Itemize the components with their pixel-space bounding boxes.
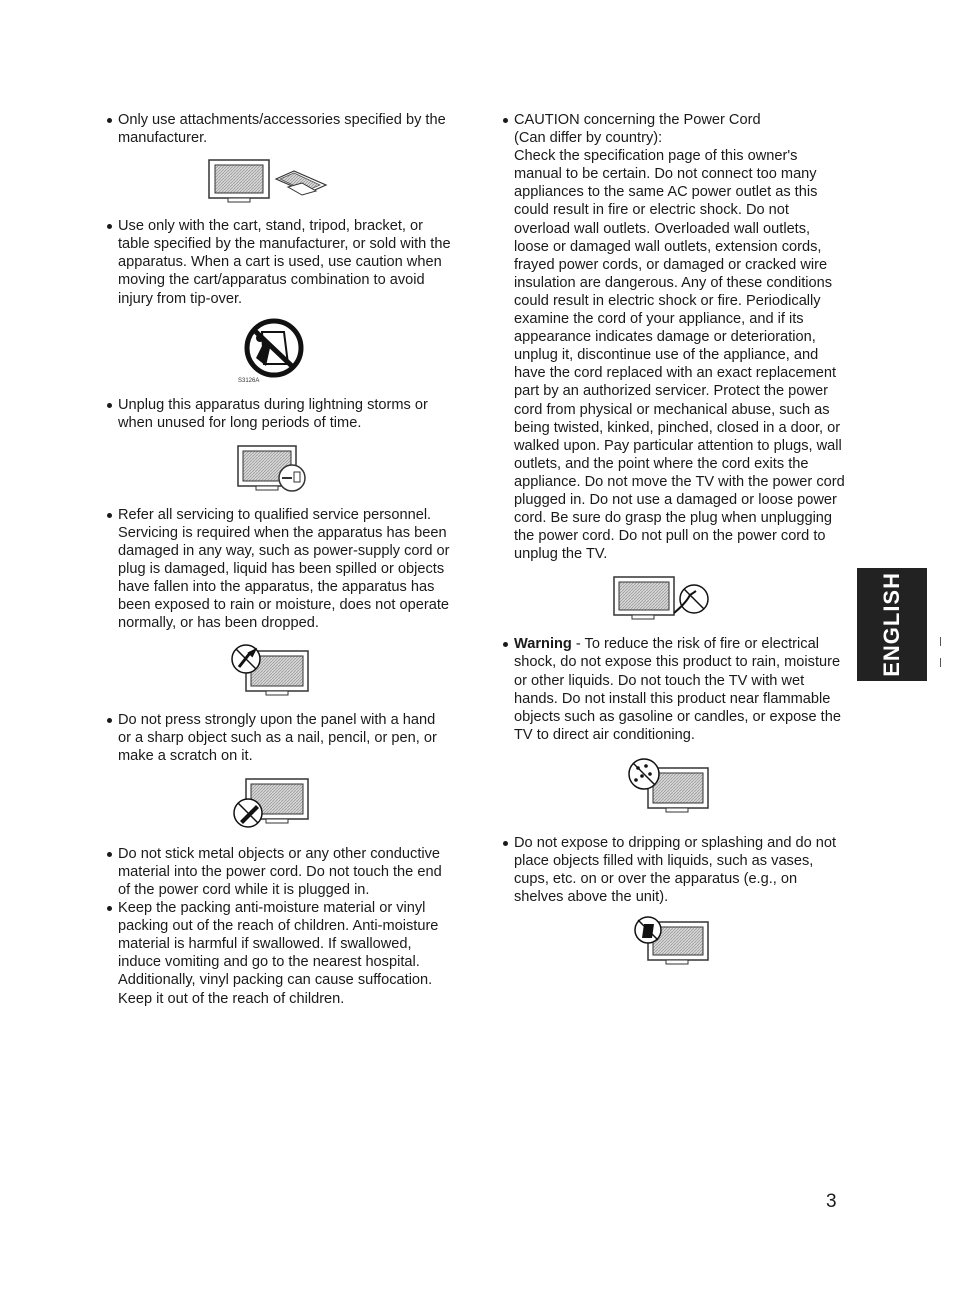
list-item-text: Only use attachments/accessories specified by the manufacturer.	[118, 112, 446, 147]
list-item	[106, 711, 451, 765]
power-cord-body: Check the specification page of this owner's manual to be certain. Do not connect too many appliances to the same AC power outlet as this could result in fire or electric shock. Do not overload wall outlets. Overloaded wall outlets, loose or damaged wall outlets, extension cords, frayed power cords, or damaged or cracked wire insulation are dangerous. Any of these conditions could result in electric shock or fire. Periodically examine the cord of your appliance, and if its appearance indicates damage or deterioration, unplug it, discontinue use of the appliance, and have the cord replaced with an exact replacement part by an authorized servicer. Protect the power cord from physical or mechanical abuse, such as being twisted, kinked, pinched, closed in a door, or walked upon. Pay particular attention to plugs, wall outlets, and the point where the cord exits the appliance. Do not move the TV with the power cord plugged in. Do not use a damaged or loose power cord. Be sure do grasp the plug when unplugging the power cord. Do not pull on the power cord to unplug the TV.	[514, 148, 845, 563]
left-column	[106, 111, 451, 1008]
cart-tip-over-warning-icon	[234, 318, 309, 384]
no-press-panel-icon	[230, 775, 315, 831]
dripping-text: Do not expose to dripping or splashing and do not place objects filled with liquids, such as vases, cups, etc. on or over the apparatus (e.g., on shelves above the unit).	[514, 834, 837, 906]
margin-mark	[940, 658, 941, 667]
language-tab-label: ENGLISH	[879, 572, 904, 677]
warning-item	[502, 635, 847, 744]
no-self-service-icon	[230, 643, 315, 699]
warning-text	[514, 635, 847, 744]
list-item	[106, 899, 451, 1008]
tv-accessories-icon	[206, 157, 331, 205]
page-number: 3	[826, 1191, 837, 1212]
margin-mark	[940, 637, 941, 646]
list-item-text: Do not stick metal objects or any other conductive material into the power cord. Do not touch the end of the power cord while it is plugged in.	[118, 845, 442, 898]
warning-label: Warning	[514, 636, 572, 653]
language-tab	[857, 568, 927, 681]
list-item	[106, 217, 451, 307]
power-cord-caution	[502, 111, 847, 563]
list-item-text: Do not press strongly upon the panel with a hand or a sharp object such as a nail, pencil, or pen, or make a scratch on it.	[118, 711, 437, 764]
list-item	[106, 111, 451, 147]
power-cord-title: CAUTION concerning the Power Cord	[514, 112, 761, 128]
power-cord-subtitle: (Can differ by country):	[514, 130, 663, 147]
tv-unplug-icon	[234, 442, 309, 494]
list-item	[106, 396, 451, 432]
no-liquid-objects-icon	[622, 916, 712, 968]
list-item	[106, 506, 451, 633]
list-item-text: Refer all servicing to qualified service personnel. Servicing is required when the apparatus has been damaged in any way, such as power-supply cord or plug is damaged, liquid has been spilled or objects have fallen into the apparatus, the apparatus has been exposed to rain or moisture, does not operate normally, or has been dropped.	[118, 506, 450, 632]
no-rain-moisture-icon	[622, 756, 712, 814]
list-item-text: Unplug this apparatus during lightning storms or when unused for long periods of time.	[118, 396, 428, 431]
warning-body: - To reduce the risk of fire or electrical shock, do not expose this product to rain, moisture or other liquids. Do not touch the TV with wet hands. Do not install this product near flammable objects such as gasoline or candles, or expose the TV to direct air conditioning.	[514, 636, 841, 743]
list-item-text: Keep the packing anti-moisture material or vinyl packing out of the reach of children. Anti-moisture material is harmful if swallowed. If swallowed, induce vomiting and go to the nearest hospital. Additionally, vinyl packing can cause suffocation. Keep it out of the reach of children.	[118, 900, 439, 1007]
list-item	[106, 845, 451, 899]
no-pull-cord-icon	[610, 573, 715, 623]
right-column	[502, 111, 847, 980]
list-item-text: Use only with the cart, stand, tripod, bracket, or table specified by the manufacturer, or sold with the apparatus. When a cart is used, use caution when moving the cart/apparatus combination to avoid injury from tip-over.	[118, 218, 451, 307]
list-item	[502, 834, 847, 906]
cart-figure-code: S3126A	[238, 377, 260, 384]
